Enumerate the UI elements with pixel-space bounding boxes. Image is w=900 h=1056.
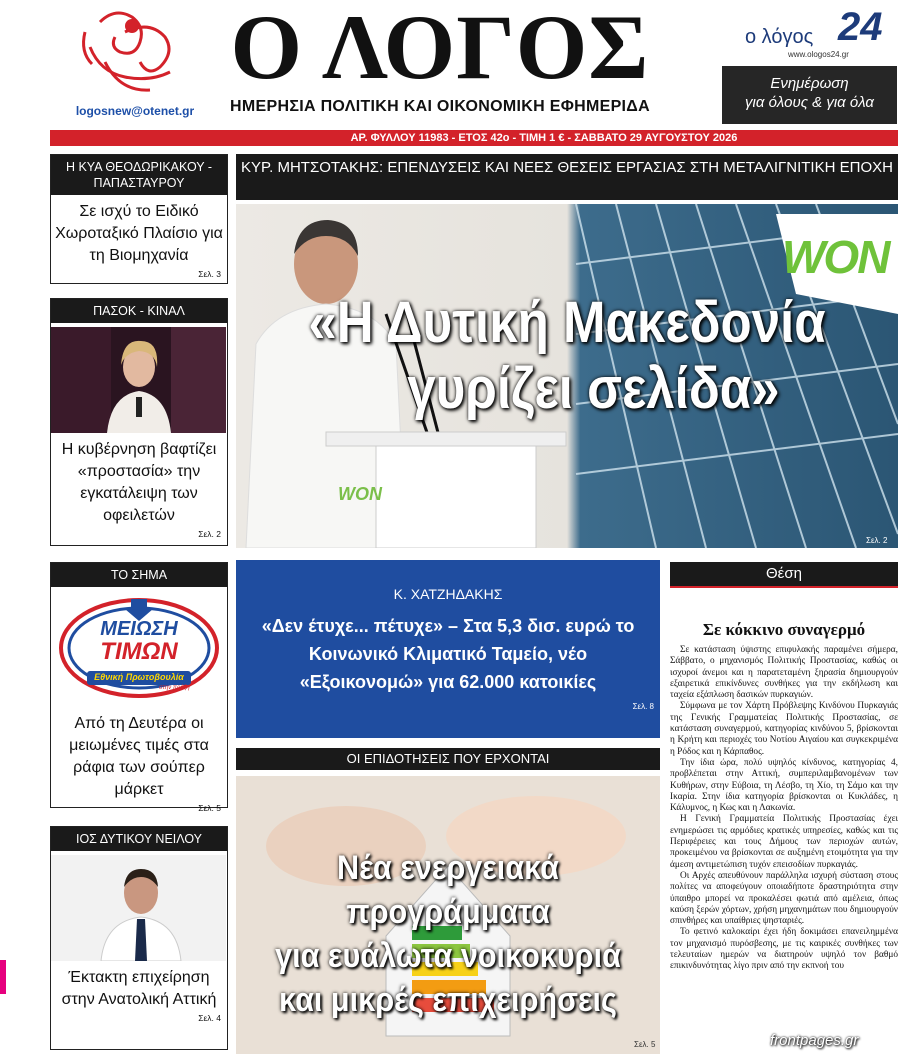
lead-headline[interactable] bbox=[276, 290, 859, 422]
page-ref: Σελ. 3 bbox=[198, 269, 221, 279]
opinion-divider bbox=[670, 586, 898, 588]
sidebar-story-1[interactable] bbox=[50, 154, 228, 284]
logos24-tagline-panel bbox=[722, 66, 897, 124]
story-headline[interactable]: Σε ισχύ το Ειδικό Χωροταξικό Πλαίσιο για τη Βιομηχανία bbox=[55, 203, 223, 264]
story-headline[interactable]: «Δεν έτυχε... πέτυχε» – Στα 5,3 δισ. ευρώ το Κοινωνικό Κλιματικό Ταμείο, νέο «Εξοικονομώ» για 62.000 κατοικίες bbox=[261, 616, 635, 692]
logos24-name[interactable]: ο λόγος bbox=[745, 26, 814, 48]
sidebar-story-3[interactable] bbox=[50, 562, 228, 813]
masthead-title: Ο ΛΟΓΟΣ bbox=[230, 0, 650, 98]
story-headline[interactable]: Από τη Δευτέρα οι μειωμένες τιμές στα ράφια των σούπερ μάρκετ bbox=[69, 715, 209, 798]
subsidies-headline-line-1: Νέα ενεργειακά προγράμματα bbox=[337, 849, 559, 931]
logos24-url[interactable]: www.ologos24.gr bbox=[788, 50, 849, 59]
subsidies-headline[interactable] bbox=[257, 846, 639, 1022]
chatzidakis-story[interactable] bbox=[236, 560, 660, 738]
newspaper-logo-figure bbox=[70, 2, 190, 102]
podium-logo: WON bbox=[338, 484, 382, 504]
badge-line-1: ΜΕΙΩΣΗ bbox=[100, 618, 178, 640]
logos24-tagline-1: Ενημέρωση bbox=[770, 75, 849, 92]
opinion-section-label[interactable]: Θέση bbox=[670, 562, 898, 586]
story-kicker: Κ. ΧΑΤΖΗΔΑΚΗΣ bbox=[393, 586, 503, 602]
opinion-paragraph: Την ίδια ώρα, πολύ υψηλός κίνδυνος, κατηγορίας 4, προβλέπεται στην Αττική, συμπεριλαμβανομένων των Κυθήρων, στην Εύβοια, τη Λέσβο, τη Χίο, τη Σάμο και την Ικαρία. Στην ίδια κατηγορία βρίσκονται οι Κυκλάδες, η Κάλυμνος, η Κως και η Λακωνία. bbox=[670, 757, 898, 814]
badge-line-2: ΤΙΜΩΝ bbox=[100, 638, 178, 665]
page-ref: Σελ. 2 bbox=[198, 529, 221, 539]
lead-page-ref: Σελ. 2 bbox=[866, 536, 888, 545]
politician-photo bbox=[51, 327, 226, 433]
page-ref: Σελ. 8 bbox=[632, 702, 654, 711]
subsidies-headline-line-3: και μικρές επιχειρήσεις bbox=[279, 981, 617, 1019]
subsidies-headline-line-2: για ευάλωτα νοικοκυριά bbox=[275, 937, 621, 975]
lead-headline-line-2: γυρίζει σελίδα» bbox=[407, 356, 780, 421]
story-headline[interactable]: Έκτακτη επιχείρηση στην Ανατολική Αττική bbox=[61, 969, 217, 1008]
opinion-title[interactable]: Σε κόκκινο συναγερμό bbox=[702, 620, 866, 639]
opinion-paragraph: Οι Αρχές απευθύνουν παράλληλα ισχυρή σύσταση στους πολίτες να αποφεύγουν οποιαδήποτε δραστηριότητα στην ύπαιθρο μπορεί να προκαλέσει φωτιά από αμέλεια, όπως καύση ξερών χόρτων, χρήση μηχανημάτων που δημιουργούν σπινθήρες και υπαίθριες ψησταριές. bbox=[670, 870, 898, 927]
lead-banner[interactable]: ΚΥΡ. ΜΗΤΣΟΤΑΚΗΣ: ΕΠΕΝΔΥΣΕΙΣ ΚΑΙ ΝΕΕΣ ΘΕΣΕΙΣ ΕΡΓΑΣΙΑΣ ΣΤΗ ΜΕΤΑΛΙΓΝΙΤΙΚΗ ΕΠΟΧΗ bbox=[236, 154, 898, 200]
contact-email[interactable]: logosnew@otenet.gr bbox=[75, 104, 195, 118]
subsidies-kicker[interactable]: ΟΙ ΕΠΙΔΟΤΗΣΕΙΣ ΠΟΥ ΕΡΧΟΝΤΑΙ bbox=[236, 748, 660, 770]
logos24-number: 24 bbox=[838, 5, 883, 49]
sidebar-story-2[interactable] bbox=[50, 298, 228, 546]
lead-headline-line-1: «Η Δυτική Μακεδονία bbox=[308, 290, 826, 355]
opinion-paragraph: Το φετινό καλοκαίρι έχει ήδη δοκιμάσει επανειλημμένα τον μηχανισμό πυρόσβεσης, με τις καιρικές συνθήκες των τελευταίων ημερών να διατηρούν υψηλό τον βαθμό επικινδυνότητας λίγο πριν από την εκπνοή του bbox=[670, 927, 898, 972]
opinion-paragraph: Σε κατάσταση ύψιστης επιφυλακής παραμένει σήμερα, Σάββατο, ο μηχανισμός Πολιτικής Προστασίας, καθώς οι ισχυροί άνεμοι και η παρατεταμένη ξηρασία δημιουργούν εξαιρετικά επικίνδυνες συνθήκες για την εκδήλωση και ταχεία εξάπλωση δασικών πυρκαγιών. bbox=[670, 645, 898, 701]
masthead-subtitle: ΗΜΕΡΗΣΙΑ ΠΟΛΙΤΙΚΗ ΚΑΙ ΟΙΚΟΝΟΜΙΚΗ ΕΦΗΜΕΡΙΔΑ bbox=[230, 98, 650, 115]
page-ref: Σελ. 5 bbox=[198, 803, 221, 813]
badge-line-4: στην πράξη bbox=[159, 685, 190, 691]
story-kicker: Η ΚΥΑ ΘΕΟΔΩΡΙΚΑΚΟΥ - ΠΑΠΑΣΤΑΥΡΟΥ bbox=[51, 155, 227, 195]
story-kicker: ΤΟ ΣΗΜΑ bbox=[51, 563, 227, 587]
badge-line-3: Εθνική Πρωτοβουλία bbox=[94, 672, 184, 682]
issue-info-bar: ΑΡ. ΦΥΛΛΟΥ 11983 - ΕΤΟΣ 42ο - ΤΙΜΗ 1 € - ΣΑΒΒΑΤΟ 29 ΑΥΓΟΥΣΤΟΥ 2026 bbox=[50, 130, 898, 146]
page-ref: Σελ. 4 bbox=[198, 1013, 221, 1023]
logos24-tagline-2: για όλους & για όλα bbox=[745, 94, 874, 111]
opinion-paragraph: Η Γενική Γραμματεία Πολιτικής Προστασίας έχει ενημερώσει τις αρμόδιες κρατικές υπηρεσίες, καθώς και τις Περιφέρειες και τους Δήμους των περιοχών αυτών, προκειμένου να βρίσκονται σε αυξημένη ετοιμότητα για την άμεση αντιμετώπιση τυχόν επεισοδίων πυρκαγιάς. bbox=[670, 814, 898, 870]
story-kicker: ΠΑΣΟΚ - ΚΙΝΑΛ bbox=[51, 299, 227, 323]
opinion-paragraph: Σύμφωνα με τον Χάρτη Πρόβλεψης Κινδύνου Πυρκαγιάς της Γενικής Γραμματείας Πολιτικής Προστασίας, σε κατάσταση συναγερμού, κατηγορίας κινδύνου 5, βρίσκονται η Κρήτη και περιοχές του Νοτίου Αιγαίου και συγκεκριμένα η Ρόδος και η Κάρπαθος. bbox=[670, 701, 898, 757]
subsidies-page-ref: Σελ. 5 bbox=[634, 1040, 656, 1049]
official-photo bbox=[51, 855, 226, 961]
story-headline[interactable]: Η κυβέρνηση βαφτίζει «προστασία» την εγκατάλειψη των οφειλετών bbox=[61, 441, 217, 524]
won-sign: WON bbox=[782, 231, 889, 283]
watermark: frontpages.gr bbox=[770, 1032, 859, 1049]
sidebar-story-4[interactable] bbox=[50, 826, 228, 1050]
opinion-body bbox=[670, 645, 898, 973]
story-kicker: ΙΟΣ ΔΥΤΙΚΟΥ ΝΕΙΛΟΥ bbox=[51, 827, 227, 851]
meiosi-timon-badge bbox=[59, 593, 219, 703]
edge-marker bbox=[0, 960, 6, 994]
